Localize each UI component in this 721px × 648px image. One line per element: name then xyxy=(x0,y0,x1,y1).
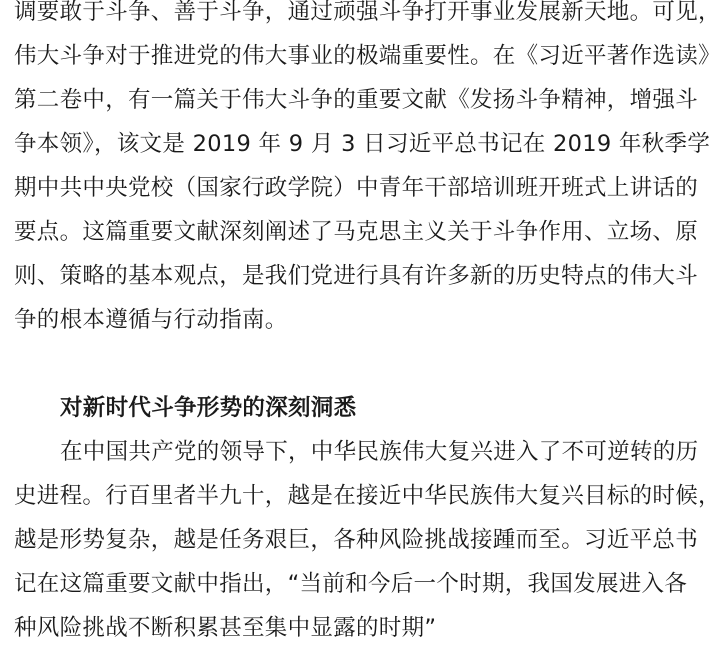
paragraph-line: 越是形势复杂，越是任务艰巨，各种风险挑战接踵而至。习近平总书 xyxy=(14,527,699,553)
paragraph-line: 在中国共产党的领导下，中华民族伟大复兴进入了不可逆转的历 xyxy=(60,439,699,465)
section-heading: 对新时代斗争形势的深刻洞悉 xyxy=(60,395,357,421)
paragraph-line: 期中共中央党校（国家行政学院）中青年干部培训班开班式上讲话的 xyxy=(14,175,699,201)
paragraph-line: 争的根本遵循与行动指南。 xyxy=(14,307,288,333)
paragraph-line: 种风险挑战不断积累甚至集中显露的时期” xyxy=(14,615,437,641)
paragraph-line: 调要敢于斗争、善于斗争，通过顽强斗争打开事业发展新天地。可见， xyxy=(14,0,721,25)
paragraph-line: 第二卷中，有一篇关于伟大斗争的重要文献《发扬斗争精神，增强斗 xyxy=(14,87,699,113)
paragraph-line: 伟大斗争对于推进党的伟大事业的极端重要性。在《习近平著作选读》 xyxy=(14,43,721,69)
paragraph-line: 记在这篇重要文献中指出，“当前和今后一个时期，我国发展进入各 xyxy=(14,571,688,597)
paragraph-line: 要点。这篇重要文献深刻阐述了马克思主义关于斗争作用、立场、原 xyxy=(14,219,699,245)
paragraph-line: 则、策略的基本观点，是我们党进行具有许多新的历史特点的伟大斗 xyxy=(14,263,699,289)
paragraph-line: 史进程。行百里者半九十，越是在接近中华民族伟大复兴目标的时候， xyxy=(14,483,721,509)
paragraph-line: 争本领》，该文是 2019 年 9 月 3 日习近平总书记在 2019 年秋季学 xyxy=(14,131,711,157)
